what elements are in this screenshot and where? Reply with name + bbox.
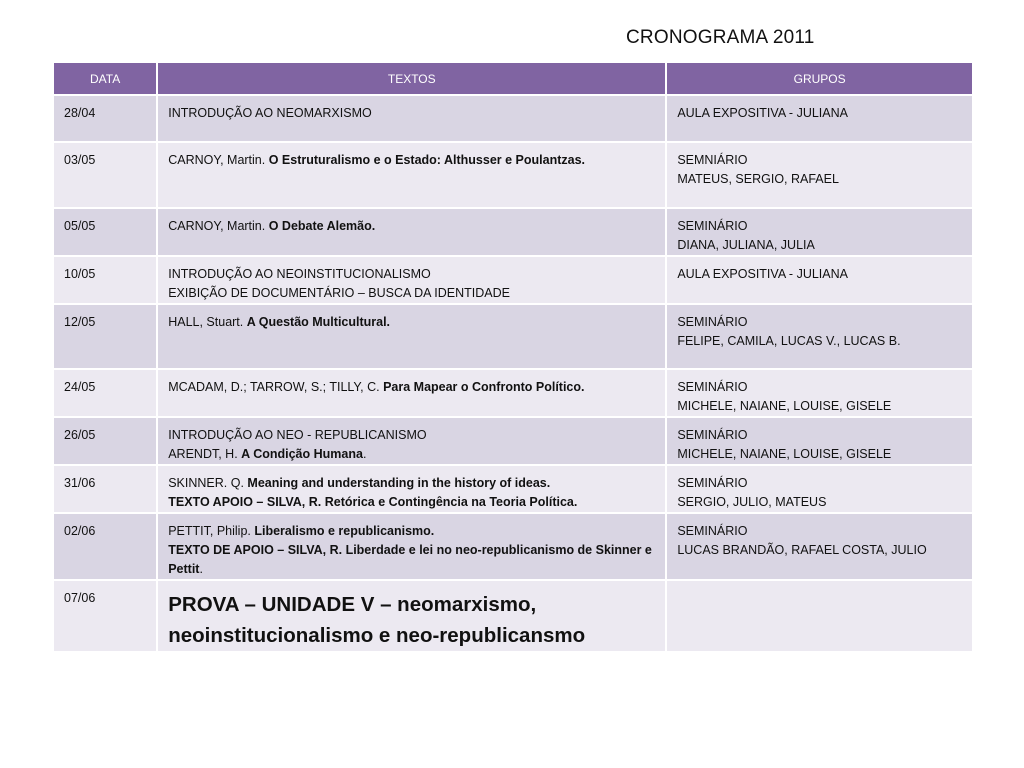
text-title: Para Mapear o Confronto Político.: [383, 380, 585, 394]
text-punct: .: [199, 562, 203, 576]
texts-cell: [157, 417, 666, 465]
group-members: LUCAS BRANDÃO, RAFAEL COSTA, JULIO: [677, 543, 927, 557]
texts-cell: [157, 369, 666, 417]
date-cell: 26/05: [53, 417, 157, 465]
table-row: [53, 369, 973, 417]
header-grupos: GRUPOS: [666, 62, 973, 95]
groups-cell: [666, 465, 973, 513]
group-type: SEMINÁRIO: [677, 380, 748, 394]
group-type: SEMINÁRIO: [677, 476, 748, 490]
groups-cell: [666, 369, 973, 417]
text-title: Liberalismo e republicanismo.: [254, 524, 435, 538]
text-support: TEXTO DE APOIO – SILVA, R. Liberdade e lei no neo-republicanismo de Skinner e Pettit: [168, 543, 652, 576]
group-type: SEMINÁRIO: [677, 524, 748, 538]
text-author: HALL, Stuart.: [168, 315, 247, 329]
group-type: SEMINÁRIO: [677, 219, 748, 233]
texts-cell: [157, 95, 666, 142]
texts-cell: [157, 304, 666, 369]
date-cell: 24/05: [53, 369, 157, 417]
groups-cell: [666, 256, 973, 304]
schedule-table: [52, 61, 974, 653]
texts-cell: [157, 208, 666, 256]
page-title: CRONOGRAMA 2011: [626, 27, 815, 48]
groups-cell: [666, 304, 973, 369]
groups-cell: [666, 95, 973, 142]
text-author: PETTIT, Philip.: [168, 524, 255, 538]
text-line: INTRODUÇÃO AO NEOINSTITUCIONALISMO: [168, 267, 431, 281]
text-title: A Questão Multicultural.: [246, 315, 391, 329]
text-author: CARNOY, Martin.: [168, 219, 269, 233]
date-cell: 10/05: [53, 256, 157, 304]
group-type: SEMNIÁRIO: [677, 153, 748, 167]
group-members: FELIPE, CAMILA, LUCAS V., LUCAS B.: [677, 334, 901, 348]
group-type: SEMINÁRIO: [677, 315, 748, 329]
groups-cell: [666, 513, 973, 580]
date-cell: 12/05: [53, 304, 157, 369]
group-members: MICHELE, NAIANE, LOUISE, GISELE: [677, 447, 892, 461]
texts-cell: [157, 142, 666, 208]
group-members: SERGIO, JULIO, MATEUS: [677, 495, 827, 509]
date-cell: 02/06: [53, 513, 157, 580]
date-cell: 05/05: [53, 208, 157, 256]
date-cell: 03/05: [53, 142, 157, 208]
text-author: SKINNER. Q.: [168, 476, 248, 490]
group-members: DIANA, JULIANA, JULIA: [677, 238, 815, 252]
text-line: EXIBIÇÃO DE DOCUMENTÁRIO – BUSCA DA IDENTIDADE: [168, 286, 510, 300]
header-data: DATA: [53, 62, 157, 95]
date-cell: 07/06: [53, 580, 157, 652]
table-row: [53, 513, 973, 580]
groups-cell: [666, 417, 973, 465]
text-punct: .: [362, 447, 367, 461]
table-row: [53, 95, 973, 142]
text-line: INTRODUÇÃO AO NEOMARXISMO: [168, 106, 372, 120]
text-author: ARENDT, H.: [168, 447, 242, 461]
table-row: [53, 417, 973, 465]
table-row: [53, 256, 973, 304]
texts-cell: [157, 513, 666, 580]
date-cell: 28/04: [53, 95, 157, 142]
table-row: [53, 208, 973, 256]
groups-cell: [666, 208, 973, 256]
group-line: AULA EXPOSITIVA - JULIANA: [677, 267, 848, 281]
group-line: AULA EXPOSITIVA - JULIANA: [677, 106, 848, 120]
group-members: MATEUS, SERGIO, RAFAEL: [677, 172, 839, 186]
texts-cell: [157, 256, 666, 304]
table-row: [53, 580, 973, 652]
header-textos: TEXTOS: [157, 62, 666, 95]
table-row: [53, 465, 973, 513]
group-members: MICHELE, NAIANE, LOUISE, GISELE: [677, 399, 892, 413]
text-title: O Debate Alemão.: [268, 219, 376, 233]
text-line: INTRODUÇÃO AO NEO - REPUBLICANISMO: [168, 428, 427, 442]
text-support: TEXTO APOIO – SILVA, R. Retórica e Contingência na Teoria Política.: [168, 495, 578, 509]
groups-cell: [666, 142, 973, 208]
table-row: [53, 142, 973, 208]
text-author: MCADAM, D.; TARROW, S.; TILLY, C.: [168, 380, 384, 394]
exam-title: PROVA – UNIDADE V – neomarxismo, neoinstitucionalismo e neo-republicansmo: [168, 593, 586, 647]
table-header-row: [53, 62, 973, 95]
texts-cell: [157, 580, 666, 652]
text-title: Meaning and understanding in the history of ideas.: [247, 476, 551, 490]
groups-cell: [666, 580, 973, 652]
table-row: [53, 304, 973, 369]
text-author: CARNOY, Martin.: [168, 153, 269, 167]
texts-cell: [157, 465, 666, 513]
date-cell: 31/06: [53, 465, 157, 513]
text-title: O Estruturalismo e o Estado: Althusser e Poulantzas.: [268, 153, 585, 167]
group-type: SEMINÁRIO: [677, 428, 748, 442]
text-title: A Condição Humana: [241, 447, 363, 461]
